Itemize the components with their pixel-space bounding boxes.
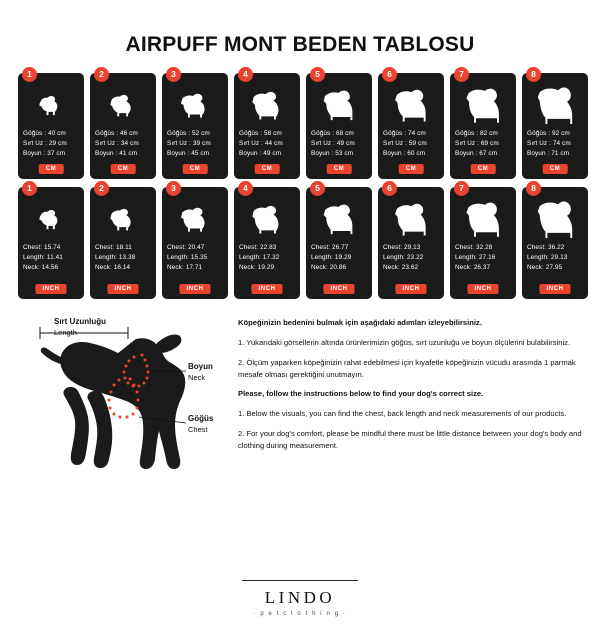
measurement-line: Göğüs : 68 cm — [311, 130, 354, 137]
measurement-line: Length: 15.35 — [167, 253, 208, 261]
dog-icon — [95, 198, 151, 238]
size-card[interactable] — [162, 183, 228, 299]
unit-badge: INCH — [107, 284, 138, 294]
size-badge: 4 — [238, 67, 253, 82]
measurement-line: Göğüs : 74 cm — [383, 130, 426, 137]
measurement-line: Chest: 15.74 — [23, 244, 61, 251]
measurement-line: Göğüs : 82 cm — [455, 130, 498, 137]
instructions-en-step-1: 1. Below the visuals, you can find the chest, back length and neck measurements of our products. — [238, 409, 567, 419]
measurement-line: Neck: 14.56 — [23, 263, 59, 271]
size-card[interactable] — [378, 69, 444, 179]
measurement-guide — [18, 313, 582, 493]
dog-icon — [311, 84, 367, 124]
size-card[interactable] — [234, 69, 300, 179]
measurement-line: Sırt Uz : 29 cm — [23, 139, 67, 147]
measurement-line: Boyun : 60 cm — [383, 149, 426, 157]
unit-badge: INCH — [539, 284, 570, 294]
dog-icon — [383, 84, 439, 124]
unit-badge: INCH — [467, 284, 498, 294]
measurement-line: Neck: 27.95 — [527, 263, 563, 271]
size-measurements — [167, 243, 223, 273]
size-badge: 4 — [238, 181, 253, 196]
measurement-line: Boyun : 71 cm — [527, 149, 570, 157]
size-card[interactable] — [18, 183, 84, 299]
size-measurements — [239, 129, 295, 159]
unit-badge: INCH — [323, 284, 354, 294]
measurement-line: Göğüs : 52 cm — [167, 130, 210, 137]
measurement-line: Length: 11.41 — [23, 253, 63, 261]
unit-badge: CM — [183, 164, 208, 174]
unit-badge: INCH — [35, 284, 66, 294]
size-measurements — [95, 129, 151, 159]
size-measurements — [239, 243, 295, 273]
size-measurements — [95, 243, 151, 273]
measurement-line: Length: 29.13 — [527, 253, 568, 261]
measurement-line: Sırt Uz : 49 cm — [311, 139, 355, 147]
dog-icon — [455, 84, 511, 124]
size-measurements — [383, 129, 439, 159]
size-badge: 6 — [382, 181, 397, 196]
size-card[interactable] — [234, 183, 300, 299]
inch-card-row — [18, 183, 582, 299]
size-measurements — [383, 243, 439, 273]
instructions-tr-step-1: 1. Yukarıdaki görsellerin altında ürünlerimizin göğüs, sırt uzunluğu ve boyun ölçülerini bulabilirsiniz. — [238, 338, 571, 348]
size-badge: 7 — [454, 67, 469, 82]
measurement-line: Neck: 19.29 — [239, 263, 275, 271]
measurement-line: Chest: 29.13 — [383, 244, 421, 251]
dog-icon — [23, 84, 79, 124]
size-card[interactable] — [306, 69, 372, 179]
dog-icon — [527, 198, 583, 238]
divider — [242, 580, 358, 581]
page-title: AIRPUFF MONT BEDEN TABLOSU — [125, 33, 475, 56]
measurement-line: Chest: 22.83 — [239, 244, 277, 251]
size-measurements — [527, 129, 583, 159]
measurement-line: Göğüs : 58 cm — [239, 130, 282, 137]
dog-icon — [23, 198, 79, 238]
dog-illustration — [18, 313, 228, 493]
dog-icon — [383, 198, 439, 238]
dog-icon — [311, 198, 367, 238]
instructions-tr-step-2: 2. Ölçüm yaparken köpeğinizin rahat edebilmesi için kıyafetle köpeğinizin vücudu arasında 1 parmak mesafe olması gerektiğini unutmayın. — [238, 357, 576, 379]
size-badge: 2 — [94, 181, 109, 196]
measurement-line: Boyun : 37 cm — [23, 149, 66, 157]
measurement-line: Length: 27.16 — [455, 253, 496, 261]
measurement-line: Sırt Uz : 69 cm — [455, 139, 499, 147]
size-badge: 3 — [166, 67, 181, 82]
dog-icon — [239, 84, 295, 124]
size-badge: 7 — [454, 181, 469, 196]
size-card[interactable] — [522, 183, 588, 299]
size-card[interactable] — [306, 183, 372, 299]
measurement-line: Neck: 23.62 — [383, 263, 419, 271]
size-measurements — [23, 243, 79, 273]
dog-icon — [95, 84, 151, 124]
measurement-line: Sırt Uz : 59 cm — [383, 139, 427, 147]
measurement-line: Neck: 20.86 — [311, 263, 347, 271]
measurement-line: Neck: 26.37 — [455, 263, 491, 271]
size-measurements — [167, 129, 223, 159]
unit-badge: CM — [471, 164, 496, 174]
unit-badge: CM — [255, 164, 280, 174]
measurement-line: Length: 13.38 — [95, 253, 136, 261]
measurement-line: Length: 17.32 — [239, 253, 280, 261]
unit-badge: INCH — [179, 284, 210, 294]
measurement-line: Sırt Uz : 39 cm — [167, 139, 211, 147]
instructions-en-heading: Please, follow the instructions below to find your dog's correct size. — [238, 389, 484, 399]
size-card[interactable] — [162, 69, 228, 179]
chest-label: Göğüs Chest — [188, 414, 214, 434]
measurement-line: Chest: 26.77 — [311, 244, 349, 251]
dog-icon — [239, 198, 295, 238]
size-measurements — [455, 129, 511, 159]
unit-badge: INCH — [395, 284, 426, 294]
dog-icon — [167, 198, 223, 238]
unit-badge: CM — [543, 164, 568, 174]
measurement-line: Boyun : 45 cm — [167, 149, 210, 157]
dog-icon — [167, 84, 223, 124]
measurement-line: Length: 19.29 — [311, 253, 352, 261]
unit-badge: INCH — [251, 284, 282, 294]
measurement-line: Chest: 36.22 — [527, 244, 565, 251]
instructions-tr-heading: Köpeğinizin bedenini bulmak için aşağıdaki adımları izleyebilirsiniz. — [238, 318, 482, 327]
measurement-line: Chest: 18.11 — [95, 244, 132, 251]
measurement-line: Length: 23.22 — [383, 253, 424, 261]
size-badge: 6 — [382, 67, 397, 82]
size-card[interactable] — [450, 69, 516, 179]
brand-footer — [0, 580, 600, 617]
measurement-line: Chest: 20.47 — [167, 244, 205, 251]
measurement-line: Chest: 32.28 — [455, 244, 493, 251]
dog-icon — [455, 198, 511, 238]
length-label: Sırt Uzunluğu Length — [54, 317, 106, 337]
size-measurements — [455, 243, 511, 273]
size-card[interactable] — [90, 69, 156, 179]
size-card[interactable] — [450, 183, 516, 299]
measurement-line: Neck: 17.71 — [167, 263, 203, 271]
measurement-line: Sırt Uz : 44 cm — [239, 139, 283, 147]
size-badge: 3 — [166, 181, 181, 196]
size-badge: 2 — [94, 67, 109, 82]
dog-silhouette-svg — [18, 313, 228, 493]
size-badge: 5 — [310, 181, 325, 196]
measurement-line: Boyun : 53 cm — [311, 149, 354, 157]
size-card[interactable] — [18, 69, 84, 179]
size-measurements — [311, 243, 367, 273]
neck-label: Boyun Neck — [188, 362, 213, 382]
size-card[interactable] — [522, 69, 588, 179]
unit-badge: CM — [39, 164, 64, 174]
brand-tagline: · p e t c l o t h i n g · — [253, 611, 347, 617]
measurement-line: Göğüs : 46 cm — [95, 130, 138, 137]
dog-icon — [527, 84, 583, 124]
size-measurements — [527, 243, 583, 273]
size-measurements — [23, 129, 79, 159]
size-badge: 1 — [22, 181, 37, 196]
size-chart-page — [0, 33, 600, 633]
measurement-line: Göğüs : 92 cm — [527, 130, 570, 137]
size-card[interactable] — [378, 183, 444, 299]
measurement-line: Göğüs : 40 cm — [23, 130, 66, 137]
size-card[interactable] — [90, 183, 156, 299]
size-badge: 5 — [310, 67, 325, 82]
size-badge: 8 — [526, 181, 541, 196]
measurement-line: Neck: 16.14 — [95, 263, 131, 271]
measurement-line: Boyun : 41 cm — [95, 149, 138, 157]
brand-name: LINDO — [264, 588, 336, 607]
instructions-en-step-2: 2. For your dog's comfort, please be mindful there must be little distance between your dog's body and clothing during measurement. — [238, 428, 582, 451]
cm-card-row — [18, 69, 582, 179]
instructions-text — [238, 313, 582, 493]
measurement-line: Boyun : 49 cm — [239, 149, 282, 157]
size-badge: 8 — [526, 67, 541, 82]
size-measurements — [311, 129, 367, 159]
unit-badge: CM — [111, 164, 136, 174]
measurement-line: Sırt Uz : 34 cm — [95, 139, 139, 147]
measurement-line: Sırt Uz : 74 cm — [527, 139, 571, 147]
unit-badge: CM — [327, 164, 352, 174]
measurement-line: Boyun : 67 cm — [455, 149, 498, 157]
size-badge: 1 — [22, 67, 37, 82]
unit-badge: CM — [399, 164, 424, 174]
